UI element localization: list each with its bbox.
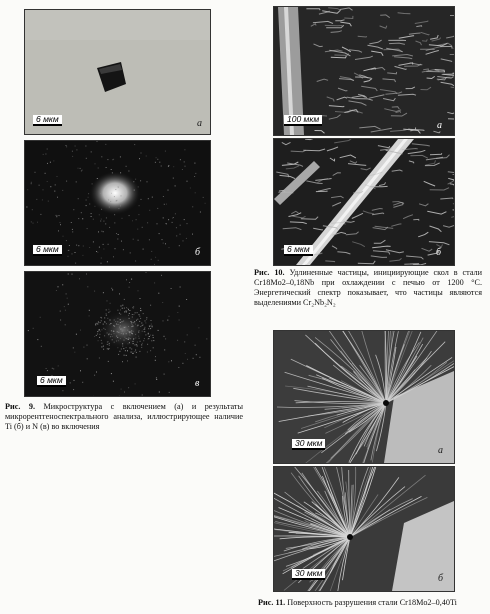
fig11-panel-b: [273, 466, 455, 592]
fig9-caption-text: Микроструктура с включением (а) и результаты микрорентгеноспектрального анализа, иллюстрирующее наличие Ti (б) и N (в) во включения: [5, 402, 243, 431]
fig9-panel-b: [24, 140, 211, 266]
fig10b-panel-label: б: [436, 247, 442, 258]
fig9c-panel-label: в: [195, 378, 200, 389]
fig10-caption-text: Удлиненные частицы, инициирующие скол в стали Cr18Mo2–0,18Nb при охлаждении с печью от 1200 °С. Энергетический спектр показывает, что частицы являются выделениями Cr₂Nb₂N₂: [254, 268, 482, 307]
fig9b-scale-bar: 6 мкм: [33, 245, 62, 256]
fig10a-scale-bar: 100 мкм: [284, 115, 322, 126]
fig9a-panel-label: а: [197, 118, 202, 129]
fig11b-panel-label: б: [438, 573, 444, 584]
fig10a-panel-label: а: [437, 120, 442, 131]
fig11a-panel-label: а: [438, 445, 443, 456]
fig10-panel-a: [273, 6, 455, 136]
fig9b-panel-label: б: [195, 247, 201, 258]
fig11-panel-a: [273, 330, 455, 464]
fig10b-scale-bar: 6 мкм: [284, 245, 313, 256]
fig11-caption-label: Рис. 11.: [258, 598, 286, 607]
fig9-panel-c: [24, 271, 211, 397]
fig9-caption-label: Рис. 9.: [5, 402, 36, 411]
fig11-caption-text: Поверхность разрушения стали Cr18Mo2–0,40Ti: [287, 598, 457, 607]
fig9-caption: [5, 402, 243, 432]
fig11b-scale-bar: 30 мкм: [292, 569, 325, 580]
fig10-caption: [254, 268, 482, 308]
fig9a-scale-bar: 6 мкм: [33, 115, 62, 126]
fig11a-scale-bar: 30 мкм: [292, 439, 325, 450]
fig11-caption: [258, 598, 484, 608]
fig9c-scale-bar: 6 мкм: [37, 376, 66, 387]
fig10-panel-b: [273, 138, 455, 266]
fig10-caption-label: Рис. 10.: [254, 268, 285, 277]
fig9-panel-a: [24, 9, 211, 135]
